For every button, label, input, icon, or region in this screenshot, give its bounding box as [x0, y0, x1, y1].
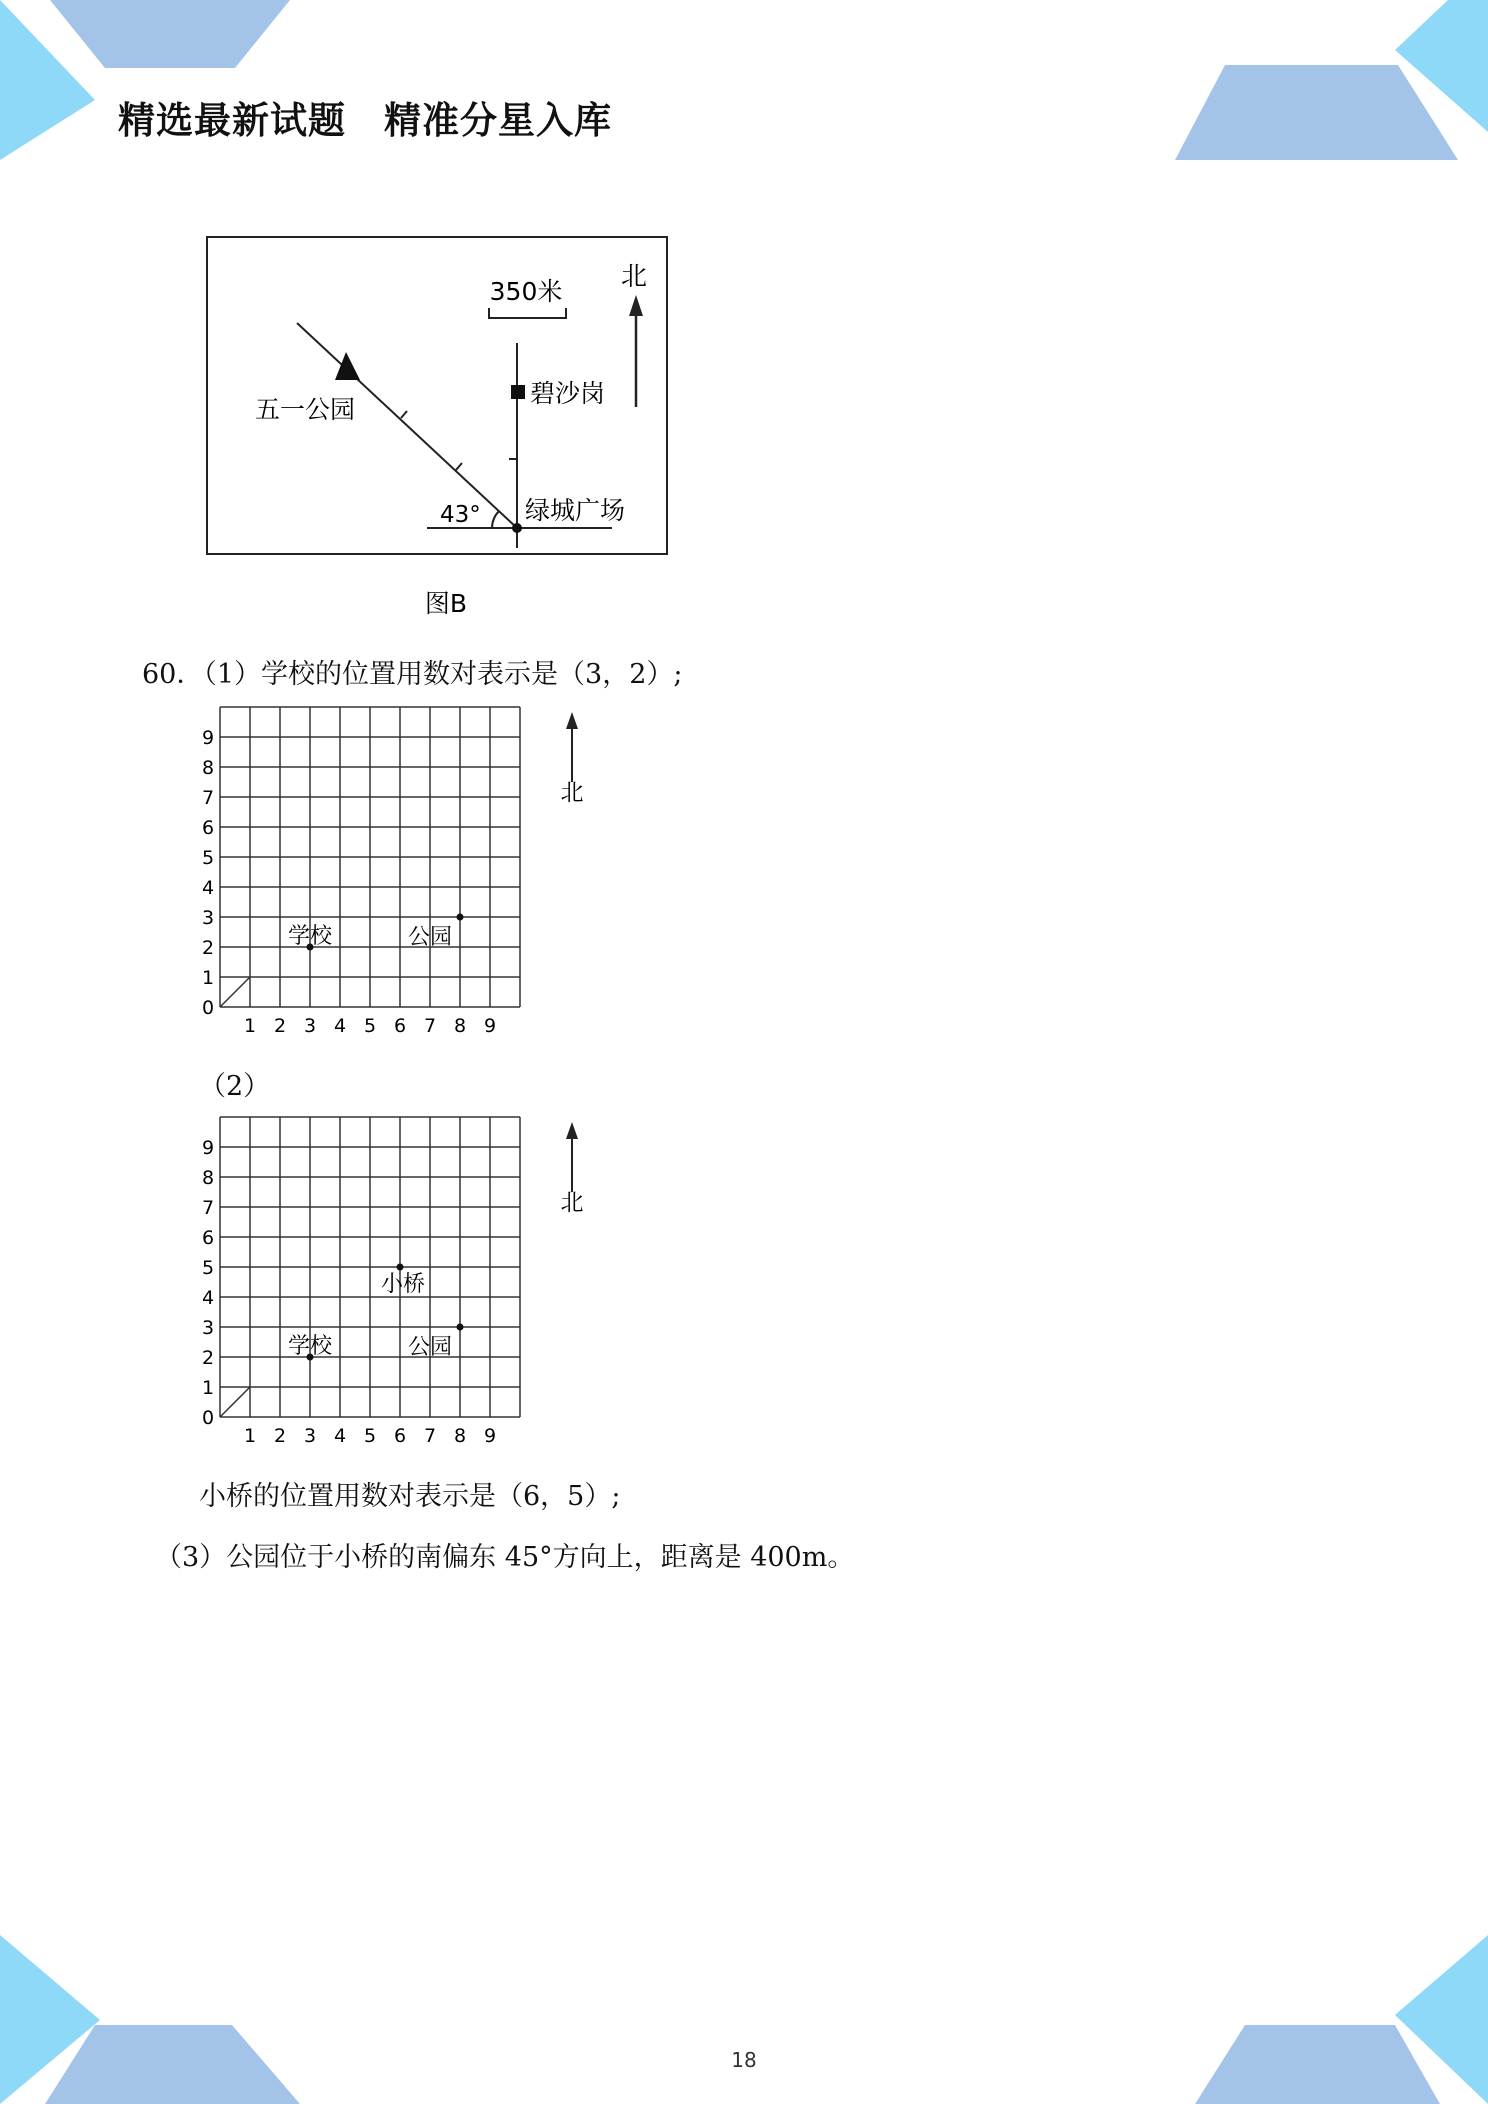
- q60-part3-text: （3）公园位于小桥的南偏东 45°方向上，距离是 400m。: [155, 1542, 855, 1573]
- north-arrow-head: [629, 295, 643, 316]
- y-tick-label: 2: [201, 937, 215, 959]
- x-tick-label: 5: [363, 1015, 377, 1037]
- y-tick-label: 5: [201, 1257, 215, 1279]
- y-tick-label: 8: [201, 757, 215, 779]
- y-tick-label: 0: [201, 997, 215, 1019]
- diagonal-tick-2: [456, 463, 462, 470]
- north-label: 北: [560, 780, 584, 806]
- north-label: 北: [620, 262, 648, 292]
- y-tick-label: 9: [201, 1137, 215, 1159]
- grid-point-label: 公园: [407, 925, 453, 950]
- angle-label: 43°: [440, 502, 481, 528]
- grid-point: [457, 1324, 464, 1331]
- y-tick-label: 0: [201, 1407, 215, 1429]
- diagonal-road: [297, 323, 517, 528]
- y-tick-label: 6: [201, 1227, 215, 1249]
- q60-part2-label: （2）: [199, 1071, 271, 1102]
- y-tick-label: 7: [201, 787, 215, 809]
- grid-point-label: 学校: [287, 1334, 333, 1359]
- plaza-marker: [512, 523, 522, 533]
- y-tick-label: 6: [201, 817, 215, 839]
- figure-b-caption: 图B: [424, 589, 468, 618]
- figure-b-map: [195, 225, 685, 620]
- x-tick-label: 8: [453, 1425, 467, 1447]
- scale-label: 350米: [489, 277, 563, 306]
- x-tick-label: 9: [483, 1425, 497, 1447]
- y-tick-label: 3: [201, 907, 215, 929]
- north-label: 北: [560, 1190, 584, 1216]
- y-tick-label: 1: [201, 967, 215, 989]
- page-number: 18: [731, 2048, 757, 2072]
- bishagang-label: 碧沙岗: [530, 379, 606, 408]
- x-tick-label: 4: [333, 1015, 347, 1037]
- north-arrow-head: [566, 712, 578, 729]
- y-tick-label: 4: [201, 1287, 215, 1309]
- diagonal-tick-1: [401, 411, 407, 418]
- x-tick-label: 4: [333, 1425, 347, 1447]
- angle-arc: [492, 511, 499, 528]
- y-tick-label: 2: [201, 1347, 215, 1369]
- x-tick-label: 5: [363, 1425, 377, 1447]
- x-tick-label: 3: [303, 1425, 317, 1447]
- x-tick-label: 9: [483, 1015, 497, 1037]
- bridge-position-text: 小桥的位置用数对表示是（6，5）;: [199, 1481, 621, 1512]
- park-label: 五一公园: [255, 395, 356, 424]
- bottom-right-decoration: [1195, 1935, 1488, 2104]
- x-tick-label: 1: [243, 1425, 257, 1447]
- y-tick-label: 9: [201, 727, 215, 749]
- grid-point-label: 学校: [287, 924, 333, 949]
- x-tick-label: 3: [303, 1015, 317, 1037]
- grid-point-label: 公园: [407, 1335, 453, 1360]
- bottom-left-decoration: [0, 1935, 300, 2104]
- y-tick-label: 5: [201, 847, 215, 869]
- park-marker: [335, 352, 360, 380]
- y-tick-label: 7: [201, 1197, 215, 1219]
- x-tick-label: 2: [273, 1015, 287, 1037]
- x-tick-label: 8: [453, 1015, 467, 1037]
- y-tick-label: 3: [201, 1317, 215, 1339]
- coordinate-grid-1: [180, 700, 600, 1050]
- x-tick-label: 7: [423, 1015, 437, 1037]
- y-tick-label: 1: [201, 1377, 215, 1399]
- top-right-decoration: [1175, 0, 1488, 160]
- origin-diagonal: [220, 1387, 250, 1417]
- coordinate-grid-2: [180, 1110, 600, 1460]
- grid-point: [397, 1264, 404, 1271]
- bishagang-marker: [511, 385, 525, 399]
- plaza-label: 绿城广场: [525, 496, 626, 525]
- grid-point: [457, 914, 464, 921]
- q60-part1-text: 60．（1）学校的位置用数对表示是（3，2）;: [142, 659, 683, 690]
- grid-point-label: 小桥: [380, 1272, 426, 1297]
- header-title: 精选最新试题 精准分星入库: [118, 99, 612, 142]
- x-tick-label: 6: [393, 1015, 407, 1037]
- north-arrow-head: [566, 1122, 578, 1139]
- x-tick-label: 1: [243, 1015, 257, 1037]
- x-tick-label: 2: [273, 1425, 287, 1447]
- x-tick-label: 6: [393, 1425, 407, 1447]
- y-tick-label: 4: [201, 877, 215, 899]
- origin-diagonal: [220, 977, 250, 1007]
- scale-bar: [489, 308, 566, 318]
- y-tick-label: 8: [201, 1167, 215, 1189]
- x-tick-label: 7: [423, 1425, 437, 1447]
